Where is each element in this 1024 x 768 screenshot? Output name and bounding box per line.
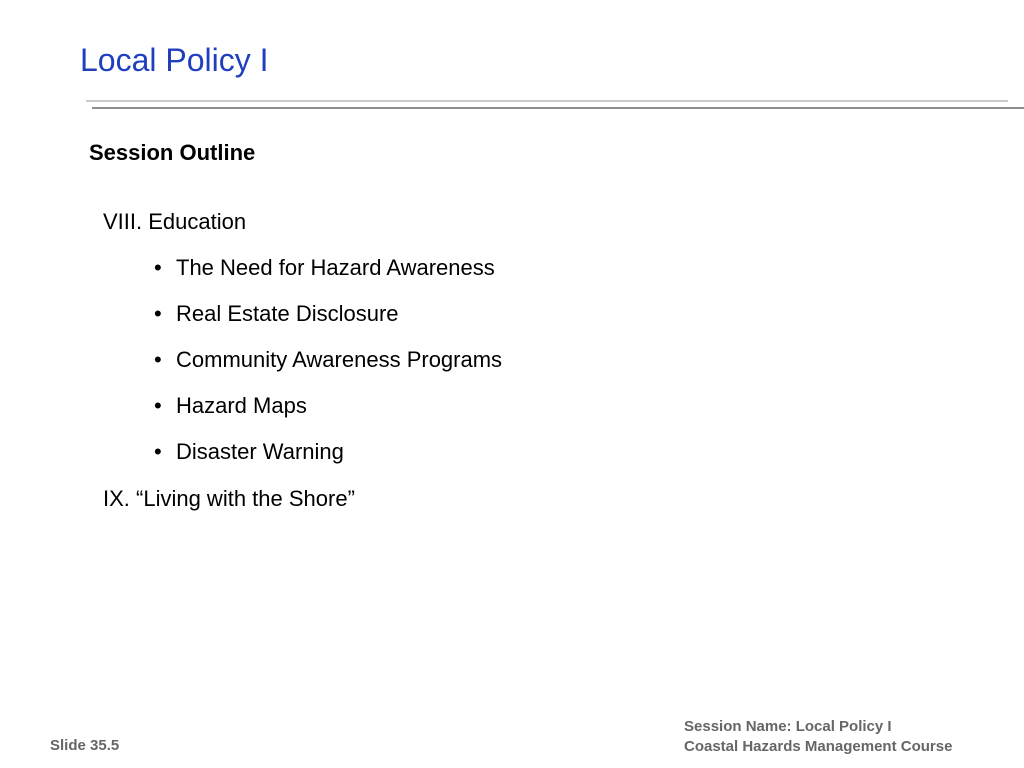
- bullet-text: The Need for Hazard Awareness: [176, 255, 495, 280]
- bullet-text: Community Awareness Programs: [176, 347, 503, 372]
- bullet-text: Real Estate Disclosure: [176, 301, 399, 326]
- bullet-glyph: •: [154, 347, 162, 372]
- slide-title: Local Policy I: [80, 42, 269, 78]
- section-heading: Session Outline: [89, 140, 256, 165]
- outline-bullet: [154, 347, 502, 373]
- footer-course-name: Coastal Hazards Management Course: [684, 738, 953, 755]
- outline-bullet: [154, 393, 307, 419]
- outline-bullet: [154, 301, 399, 327]
- slide-number: Slide 35.5: [50, 737, 120, 754]
- footer-course-info: [684, 717, 952, 757]
- outline-bullet: [154, 439, 344, 465]
- bullet-glyph: •: [154, 301, 162, 326]
- bullet-glyph: •: [154, 439, 162, 464]
- bullet-text: Hazard Maps: [176, 393, 307, 418]
- bullet-glyph: •: [154, 393, 162, 418]
- outline-section-ix: IX. “Living with the Shore”: [103, 486, 355, 511]
- title-divider-lower: [92, 107, 1024, 109]
- bullet-text: Disaster Warning: [176, 439, 344, 464]
- footer-session-name: Session Name: Local Policy I: [684, 718, 892, 735]
- outline-section-viii: VIII. Education: [103, 209, 247, 234]
- outline-bullet: [154, 255, 495, 281]
- bullet-glyph: •: [154, 255, 162, 280]
- title-divider-upper: [86, 100, 1008, 102]
